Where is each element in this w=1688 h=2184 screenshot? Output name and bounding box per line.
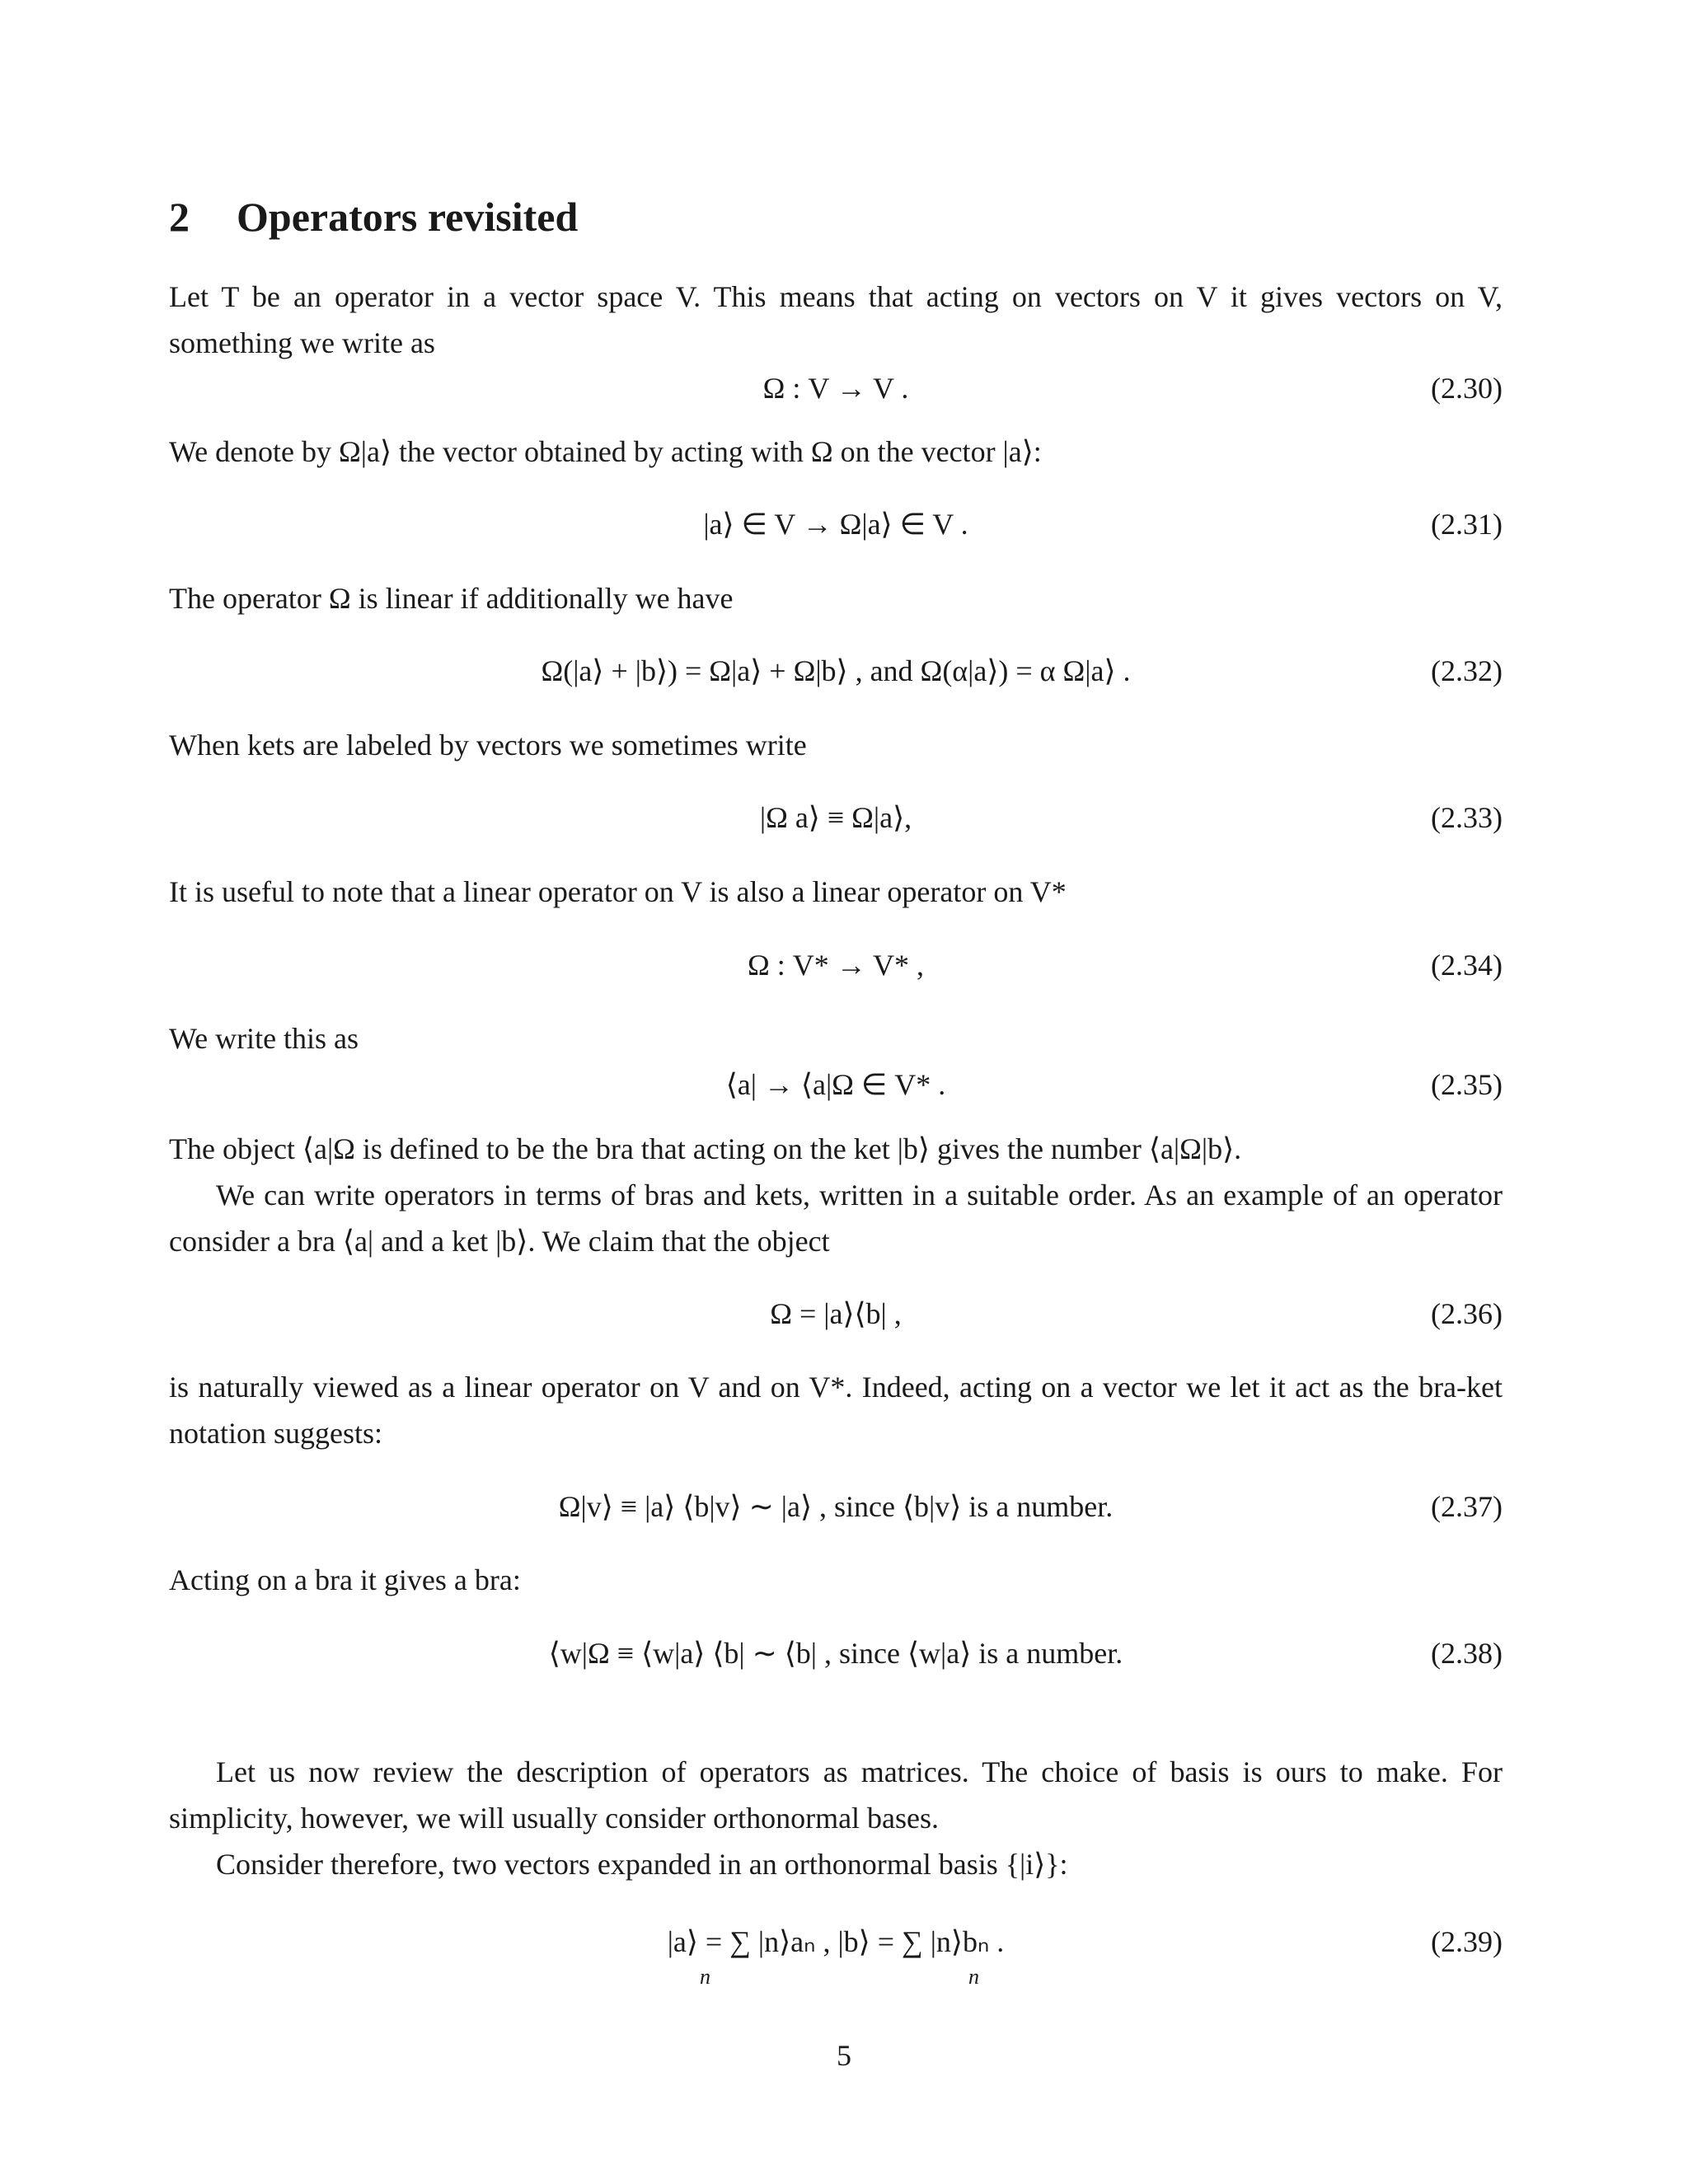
equation-number: (2.37) (1431, 1490, 1503, 1523)
paragraph-8: We can write operators in terms of bras and kets, written in a suitable order. As an example of an operator consider a bra ⟨a| and a ket |b⟩. We claim that the object (169, 1179, 1503, 1258)
paragraph-2: We denote by Ω|a⟩ the vector obtained by acting with Ω on the vector |a⟩: (169, 435, 1042, 468)
sum-index-first: n (700, 1965, 710, 1989)
equation-2-35 (169, 1062, 1503, 1108)
page-number: 5 (837, 2039, 851, 2072)
equation-body: ⟨a| → ⟨a|Ω ∈ V* . (725, 1068, 946, 1101)
paragraph-9: is naturally viewed as a linear operator on V and on V*. Indeed, acting on a vector we let it act as the bra-ket notation suggests: (169, 1371, 1503, 1450)
equation-number: (2.33) (1431, 801, 1503, 834)
equation-number: (2.36) (1431, 1297, 1503, 1330)
equation-number: (2.30) (1431, 372, 1503, 405)
equation-2-34 (169, 942, 1503, 988)
paragraph-10: Acting on a bra it gives a bra: (169, 1563, 521, 1596)
paragraph-4: When kets are labeled by vectors we sometimes write (169, 729, 807, 762)
equation-number: (2.34) (1431, 949, 1503, 982)
equation-number: (2.39) (1431, 1925, 1503, 1958)
equation-body: |Ω a⟩ ≡ Ω|a⟩, (759, 801, 912, 834)
equation-body: Ω(|a⟩ + |b⟩) = Ω|a⟩ + Ω|b⟩ , and Ω(α|a⟩) = α Ω|a⟩ . (541, 654, 1131, 687)
section-title: Operators revisited (237, 194, 579, 240)
paragraph-7: The object ⟨a|Ω is defined to be the bra that acting on the ket |b⟩ gives the number ⟨a|Ω|b⟩. (169, 1132, 1242, 1165)
equation-number: (2.38) (1431, 1637, 1503, 1670)
section-number: 2 (169, 194, 190, 240)
equation-2-38 (169, 1630, 1503, 1676)
paragraph-5: It is useful to note that a linear operator on V is also a linear operator on V* (169, 875, 1067, 908)
equation-body: |a⟩ ∈ V → Ω|a⟩ ∈ V . (703, 508, 968, 541)
equation-number: (2.35) (1431, 1068, 1503, 1101)
equation-2-37 (169, 1483, 1503, 1530)
equation-2-39 (169, 1919, 1503, 1989)
equation-body: ⟨w|Ω ≡ ⟨w|a⟩ ⟨b| ∼ ⟨b| , since ⟨w|a⟩ is a number. (548, 1637, 1123, 1670)
paragraph-12: Consider therefore, two vectors expanded in an orthonormal basis {|i⟩}: (216, 1848, 1068, 1881)
equation-body: Ω|v⟩ ≡ |a⟩ ⟨b|v⟩ ∼ |a⟩ , since ⟨b|v⟩ is a number. (558, 1490, 1114, 1523)
paragraph-6: We write this as (169, 1022, 359, 1055)
equation-2-36 (169, 1291, 1503, 1337)
paragraph-11: Let us now review the description of operators as matrices. The choice of basis is ours to make. For simplicity, however, we will usually consider orthonormal bases. (169, 1755, 1503, 1835)
sum-index-second: n (968, 1965, 979, 1989)
equation-2-31 (169, 501, 1503, 547)
equation-body: Ω : V → V . (762, 372, 909, 405)
equation-number: (2.32) (1431, 654, 1503, 687)
paragraph-1: Let T be an operator in a vector space V. This means that acting on vectors on V it gives vectors on V, something we write as (169, 280, 1503, 359)
section-heading (169, 188, 578, 246)
equation-body: |a⟩ = ∑ |n⟩aₙ , |b⟩ = ∑ |n⟩bₙ . (667, 1925, 1005, 1958)
paragraph-3: The operator Ω is linear if additionally we have (169, 582, 734, 615)
equation-body: Ω : V* → V* , (747, 949, 925, 982)
equation-number: (2.31) (1431, 508, 1503, 541)
equation-2-33 (169, 794, 1503, 841)
equation-body: Ω = |a⟩⟨b| , (770, 1297, 902, 1330)
equation-2-30 (169, 365, 1503, 411)
equation-2-32 (169, 648, 1503, 694)
